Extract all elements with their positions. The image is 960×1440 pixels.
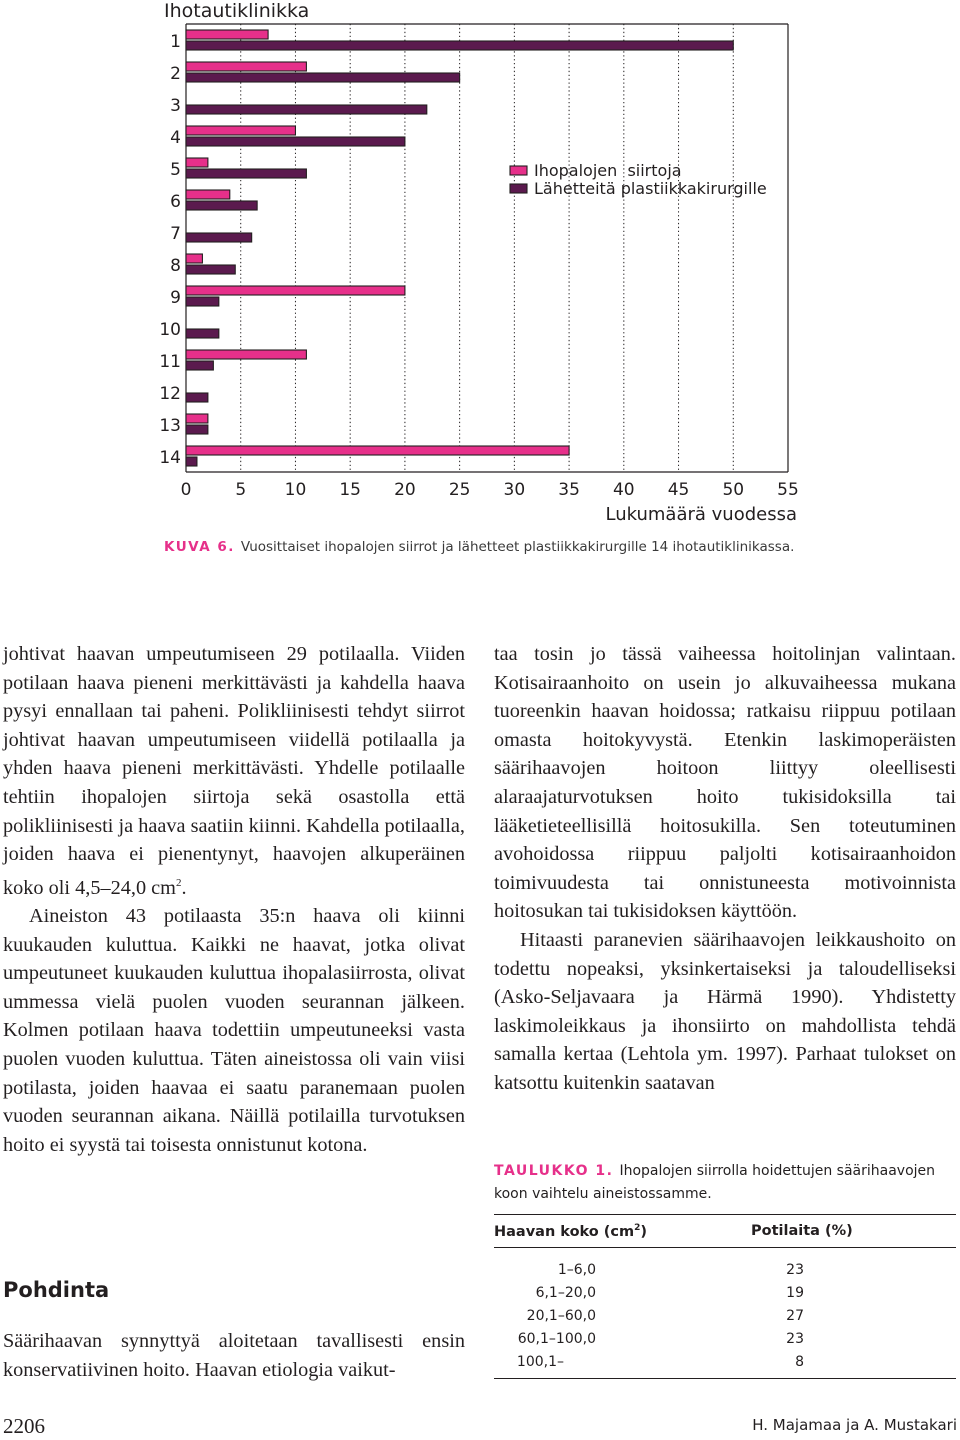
figure-caption-text: Vuosittaiset ihopalojen siirrot ja lähetteet plastiikkakirurgille 14 ihotautiklinikassa. (240, 539, 795, 555)
body-paragraph: Hitaasti paranevien säärihaavojen leikkaushoito on todettu nopeaksi, yksinkertaiseksi ja taloudelliseksi (Asko-Seljavaara ja Härmä 1990). Yhdistetty laskimoleikkaus ja ihonsiirto on mahdollista tehdä samalla kertaa (Lehtola ym. 1997). Parhaat tulokset on katsottu kuitenkin saatavan (494, 928, 956, 1094)
body-paragraph: taa tosin jo tässä vaiheessa hoitolinjan valintaan. Kotisairaanhoito on usein jo alkuvaiheessa mukana tuoreenkin haavan hoidossa; ratkaisu riippuu potilaan omasta hoitokyvystä. Etenkin laskimoperäisten säärihaavojen hoitoon liittyy oleellisesti alaraajaturvotuksen hoito tukisidoksilla tai lääketieteellisillä hoitosukilla. Sen toteutuminen avohoidossa riippuu paljolti kotisairaanhoidon toimivuudesta tai onnistuneesta motivoinnista hoitosukan tai tukisidoksen käyttöön. (494, 643, 956, 923)
x-tick-label: 30 (503, 480, 526, 500)
y-tick-label: 2 (170, 64, 181, 84)
bar-graft (186, 350, 306, 359)
figure-caption-label: KUVA 6. (164, 539, 235, 555)
figure-caption (164, 539, 794, 555)
bar-graft (186, 414, 208, 423)
bar-referral (186, 201, 257, 210)
y-tick-label: 12 (159, 384, 181, 404)
table-caption (494, 1160, 956, 1206)
body-paragraph (3, 640, 465, 902)
y-tick-label: 14 (159, 448, 181, 468)
bar-referral (186, 297, 219, 306)
table-row (494, 1260, 956, 1283)
body-column-left-bottom (3, 1327, 465, 1384)
superscript: 2 (175, 876, 182, 889)
bar-graft (186, 254, 202, 263)
bar-graft (186, 446, 569, 455)
x-tick-label: 50 (722, 480, 745, 500)
y-tick-label: 1 (170, 32, 181, 52)
x-tick-label: 35 (558, 480, 580, 500)
y-tick-label: 5 (170, 160, 181, 180)
y-tick-label: 10 (159, 320, 181, 340)
y-tick-label: 4 (170, 128, 181, 148)
section-heading: Pohdinta (3, 1278, 110, 1302)
y-tick-label: 7 (170, 224, 181, 244)
bar-referral (186, 137, 405, 146)
bar-referral (186, 393, 208, 402)
table-row (494, 1352, 956, 1375)
x-tick-label: 0 (180, 480, 192, 500)
bar-graft (186, 62, 306, 71)
y-tick-label: 13 (159, 416, 181, 436)
cell-pct: 23 (786, 1331, 804, 1347)
bar-graft (186, 158, 208, 167)
y-tick-label: 8 (170, 256, 181, 276)
x-tick-label: 25 (448, 480, 471, 500)
bar-referral (186, 329, 219, 338)
legend-label: Lähetteitä plastiikkakirurgille (534, 179, 767, 198)
x-axis-label: Lukumäärä vuodessa (605, 504, 797, 525)
cell-pct: 19 (786, 1285, 804, 1301)
cell-pct: 8 (795, 1354, 804, 1370)
cell-size: 60,1–100,0 (517, 1331, 596, 1347)
header-text: ) (640, 1223, 648, 1240)
body-text: . (181, 876, 187, 899)
table-header-patients: Potilaita (%) (751, 1223, 853, 1239)
table-header-size (494, 1223, 647, 1240)
bar-chart (0, 0, 960, 530)
chart-title: Ihotautiklinikka (164, 0, 310, 22)
bar-referral (186, 169, 306, 178)
cell-pct: 27 (786, 1308, 804, 1324)
body-paragraph: Säärihaavan synnyttyä aloitetaan tavallisesti ensin konservatiivinen hoito. Haavan etiologia vaikut- (3, 1330, 465, 1381)
body-column-right (494, 640, 956, 1098)
legend-swatch (510, 166, 527, 175)
x-tick-label: 55 (777, 480, 799, 500)
data-table (494, 1214, 956, 1379)
y-tick-label: 3 (170, 96, 181, 116)
legend-swatch (510, 184, 527, 193)
table-caption-label: TAULUKKO 1. (494, 1163, 614, 1179)
page-number: 2206 (3, 1414, 45, 1438)
bar-referral (186, 457, 197, 466)
bar-referral (186, 265, 235, 274)
bar-referral (186, 41, 733, 50)
cell-size: 100,1– (516, 1354, 564, 1370)
bar-graft (186, 190, 230, 199)
x-tick-label: 45 (667, 480, 690, 500)
y-tick-label: 11 (159, 352, 181, 372)
bar-referral (186, 361, 213, 370)
cell-size: 20,1–60,0 (526, 1308, 596, 1324)
bar-referral (186, 73, 460, 82)
body-paragraph: Aineiston 43 potilaasta 35:n haava oli kiinni kuukauden kuluttua. Kaikki ne haavat, jotka olivat umpeutuneet kuukauden kuluttua ihopalasiirrosta, olivat ummessa vielä puolen vuoden seurannan jälkeen. Kolmen potilaan haava todettiin umpeutuneeksi vasta puolen vuoden kuluttua. Täten aineistossa oli vain viisi potilasta, joiden haavaa ei saatu paranemaan puolen vuoden seurannan aikana. Näillä potilailla turvotuksen hoito ei syystä tai toisesta onnistunut kotona. (3, 905, 465, 1156)
x-tick-label: 15 (339, 480, 362, 500)
y-tick-label: 9 (170, 288, 181, 308)
superscript: 2 (634, 1223, 641, 1233)
bar-referral (186, 233, 252, 242)
table-row (494, 1306, 956, 1329)
table-header (494, 1215, 956, 1247)
bar-referral (186, 425, 208, 434)
y-tick-label: 6 (170, 192, 181, 212)
cell-pct: 23 (786, 1262, 804, 1278)
table-caption-text: Ihopalojen siirrolla hoidettujen säärihaavojen koon vaihtelu aineistossamme. (494, 1163, 936, 1202)
x-tick-label: 10 (284, 480, 307, 500)
x-tick-label: 5 (235, 480, 247, 500)
table-row (494, 1329, 956, 1352)
table-rule-bottom (494, 1378, 956, 1379)
table-body (494, 1248, 956, 1378)
bar-graft (186, 126, 295, 135)
bar-graft (186, 30, 268, 39)
body-column-left (3, 640, 465, 1159)
header-text: Haavan koko (cm (494, 1223, 635, 1240)
bar-referral (186, 105, 427, 114)
x-tick-label: 20 (394, 480, 416, 500)
cell-size: 1–6,0 (557, 1262, 596, 1278)
table-row (494, 1283, 956, 1306)
legend-label: Ihopalojen siirtoja (534, 161, 682, 180)
page-authors: H. Majamaa ja A. Mustakari (752, 1416, 957, 1434)
bar-graft (186, 286, 405, 295)
cell-size: 6,1–20,0 (535, 1285, 596, 1301)
body-text: johtivat haavan umpeutumiseen 29 potilaalla. Viiden potilaan haava pieneni merkittävästi ja kahdella haava pysyi ennallaan tai paheni. Polikliinisesti tehdyt siirrot johtivat haavan umpeutumiseen viidellä potilaalla ja yhden haava pieneni merkittävästi. Yhdelle potilaalle tehtiin ihopalojen siirtoja sekä osastolla että polikliinisesti ja haava saatiin kiinni. Kahdella potilaalla, joiden haava ei pienentynyt, haavojen alkuperäinen koko oli 4,5–24,0 cm (3, 643, 465, 899)
x-tick-label: 40 (612, 480, 635, 500)
